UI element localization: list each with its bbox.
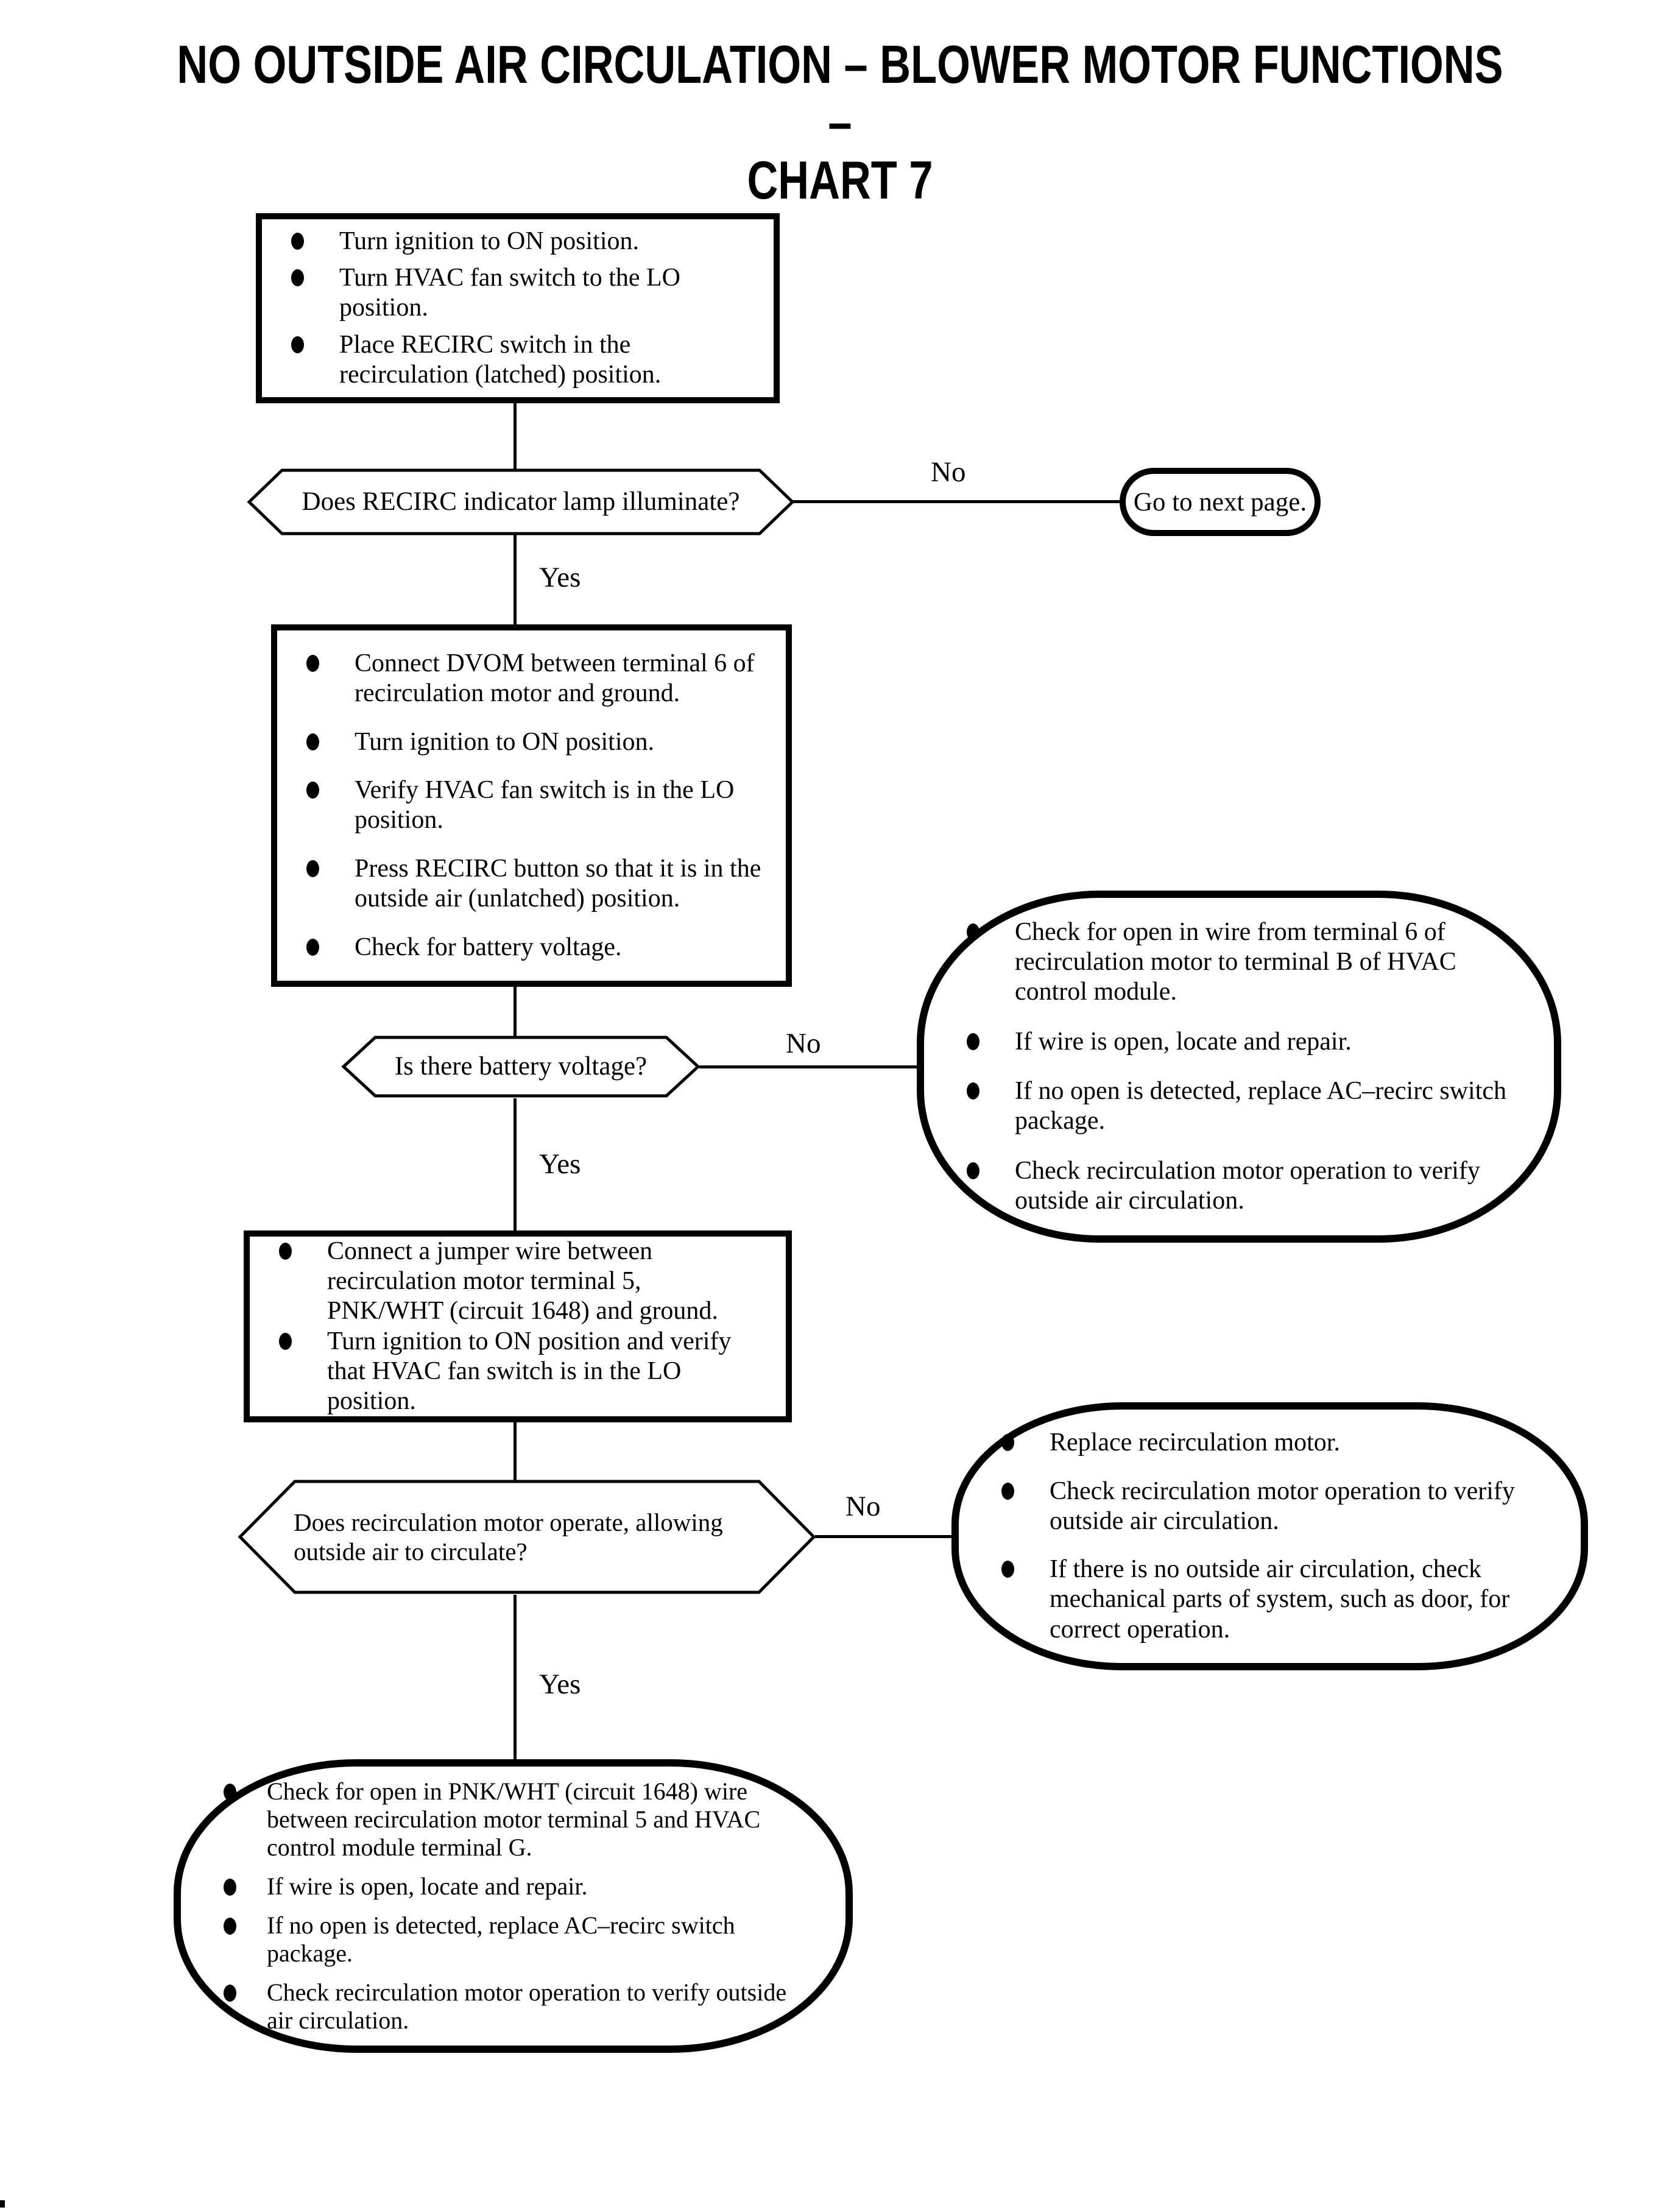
bullet-icon [967, 1162, 979, 1179]
list-item [967, 917, 1526, 1007]
decision-recirc-lamp [247, 468, 795, 536]
bullet-text: Place RECIRC switch in the recirculation (latched) position. [339, 331, 662, 389]
bullet-text: Press RECIRC button so that it is in the outside air (unlatched) position. [355, 854, 761, 913]
bullet-text: Turn ignition to ON position. [355, 727, 655, 756]
list-item [279, 1327, 761, 1416]
list-item [306, 727, 761, 757]
bullet-icon [224, 1879, 236, 1896]
bullet-icon [279, 1243, 292, 1260]
list-item [967, 1076, 1526, 1136]
no-label: No [931, 456, 966, 488]
bullet-icon [224, 1985, 236, 2002]
terminal-text: Go to next page. [1133, 487, 1307, 517]
list-item [291, 227, 749, 256]
bullet-icon [224, 1918, 236, 1935]
bullet-icon [291, 336, 304, 353]
bullet-icon [306, 733, 319, 750]
decision-motor-operate [238, 1479, 816, 1595]
bullet-icon [967, 1082, 979, 1100]
bullet-icon [967, 923, 979, 941]
decision-question: Does RECIRC indicator lamp illuminate? [302, 487, 740, 516]
bullet-text: Connect a jumper wire between recirculation motor terminal 5, PNK/WHT (circuit 1648) and ground. [327, 1237, 718, 1326]
yes-label: Yes [539, 562, 581, 593]
bullet-text: Turn ignition to ON position. [339, 227, 640, 255]
terminal-go-next-page [1120, 468, 1321, 536]
flow-line [793, 500, 1121, 503]
bullet-icon [291, 269, 304, 286]
bullet-icon [306, 939, 319, 956]
process-box-jumper-wire [244, 1230, 792, 1422]
list-item [1001, 1428, 1553, 1458]
terminal-open-wire-terminal-6 [917, 891, 1561, 1243]
flow-line [514, 987, 517, 1037]
bullet-text: Turn HVAC fan switch to the LO position. [339, 264, 681, 322]
flow-line [514, 1595, 517, 1759]
list-item [306, 775, 761, 835]
decision-battery-voltage [341, 1035, 701, 1098]
flow-line [514, 402, 517, 469]
flow-line [815, 1535, 954, 1538]
list-item [306, 649, 761, 708]
bullet-text: Check for open in wire from terminal 6 of recirculation motor to terminal B of HVAC control module. [1015, 918, 1456, 1006]
list-item [224, 1979, 818, 2035]
bullet-icon [1001, 1483, 1014, 1500]
decision-question: Is there battery voltage? [394, 1051, 648, 1081]
bullet-text: Check recirculation motor operation to verify outside air circulation. [1015, 1156, 1480, 1215]
bullet-icon [306, 860, 319, 877]
no-label: No [845, 1491, 881, 1522]
bullet-icon [967, 1033, 979, 1050]
bullet-text: Replace recirculation motor. [1050, 1428, 1340, 1457]
bullet-text: Check recirculation motor operation to verify outside air circulation. [267, 1979, 787, 2034]
list-item [224, 1912, 818, 1968]
bullet-text: Turn ignition to ON position and verify that HVAC fan switch is in the LO position. [327, 1327, 732, 1415]
page-title-line2: CHART 7 [747, 150, 933, 211]
process-box-dvom-check [271, 624, 792, 987]
bullet-text: If wire is open, locate and repair. [1015, 1027, 1352, 1056]
list-item [224, 1778, 818, 1862]
yes-label: Yes [539, 1148, 581, 1180]
bullet-text: If there is no outside air circulation, check mechanical parts of system, such as door, for correct operation. [1050, 1555, 1510, 1643]
yes-label: Yes [539, 1668, 581, 1700]
list-item [224, 1873, 818, 1901]
bullet-text: If no open is detected, replace AC–recirc switch package. [267, 1912, 735, 1967]
bullet-text: Check recirculation motor operation to verify outside air circulation. [1050, 1477, 1515, 1535]
bullet-icon [224, 1784, 236, 1801]
page-title-line1: NO OUTSIDE AIR CIRCULATION – BLOWER MOTOR FUNCTIONS – [177, 34, 1503, 153]
list-item [967, 1156, 1526, 1216]
bullet-text: If wire is open, locate and repair. [267, 1873, 588, 1900]
bullet-text: Check for open in PNK/WHT (circuit 1648) wire between recirculation motor terminal 5 and HVAC control module terminal G. [267, 1778, 761, 1861]
list-item [279, 1237, 761, 1326]
decision-question: Does recirculation motor operate, allowing outside air to circulate? [294, 1508, 723, 1566]
flow-line [514, 1098, 517, 1230]
bullet-icon [1001, 1561, 1014, 1578]
bullet-text: Check for battery voltage. [355, 933, 622, 961]
list-item [1001, 1555, 1553, 1644]
list-item [291, 330, 749, 390]
terminal-check-pnk-wht-wire [174, 1759, 853, 2053]
page-title [168, 35, 1512, 209]
bullet-icon [279, 1333, 292, 1350]
bullet-icon [1001, 1434, 1014, 1451]
list-item [306, 933, 761, 962]
scan-artifact [0, 2200, 5, 2208]
list-item [291, 263, 749, 323]
bullet-text: Connect DVOM between terminal 6 of recirculation motor and ground. [355, 649, 755, 708]
bullet-text: Verify HVAC fan switch is in the LO position. [355, 776, 735, 835]
terminal-replace-recirculation-motor [951, 1402, 1588, 1670]
list-item [967, 1027, 1526, 1057]
list-item [306, 854, 761, 914]
flow-line [514, 1422, 517, 1480]
flow-line [514, 535, 517, 624]
bullet-icon [306, 782, 319, 799]
bullet-text: If no open is detected, replace AC–recirc switch package. [1015, 1077, 1507, 1135]
no-label: No [786, 1028, 821, 1059]
bullet-icon [291, 233, 304, 250]
bullet-icon [306, 655, 319, 672]
list-item [1001, 1477, 1553, 1536]
process-box-initial-setup [256, 213, 780, 403]
flow-line [699, 1065, 919, 1068]
